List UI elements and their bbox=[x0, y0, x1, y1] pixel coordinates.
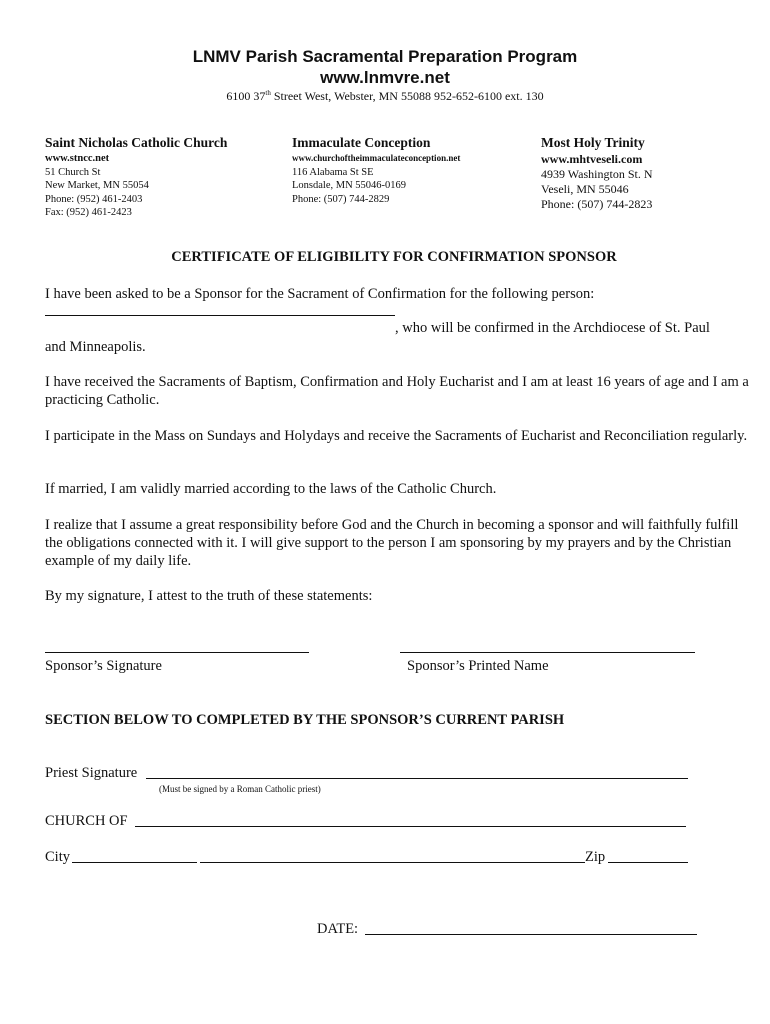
zip-label: Zip bbox=[585, 849, 606, 865]
church-of-field[interactable] bbox=[135, 826, 686, 827]
statement-attest: By my signature, I attest to the truth of these statements: bbox=[45, 588, 373, 604]
church-url[interactable]: www.churchoftheimmaculateconception.net bbox=[292, 153, 461, 163]
church-fax: Fax: (952) 461-2423 bbox=[45, 207, 132, 218]
statement-sacraments: I have received the Sacraments of Baptism, Confirmation and Holy Eucharist and I am at least 16 years of age and I am a practicing Catholic. bbox=[45, 374, 749, 408]
church-address-line: New Market, MN 55054 bbox=[45, 180, 149, 191]
date-label: DATE: bbox=[317, 921, 359, 937]
program-website[interactable]: www.lnmvre.net bbox=[320, 68, 450, 87]
program-title: LNMV Parish Sacramental Preparation Program bbox=[192, 47, 578, 66]
church-address-line: 51 Church St bbox=[45, 166, 101, 178]
church-name: Most Holy Trinity bbox=[541, 135, 645, 150]
church-phone: Phone: (952) 461-2403 bbox=[45, 193, 143, 205]
church-phone: Phone: (507) 744-2829 bbox=[292, 193, 390, 205]
city-label: City bbox=[45, 849, 70, 865]
church-phone: Phone: (507) 744-2823 bbox=[541, 197, 653, 211]
church-url[interactable]: www.mhtveseli.com bbox=[541, 152, 643, 166]
church-name: Immaculate Conception bbox=[292, 135, 431, 150]
church-address-line: 4939 Washington St. N bbox=[541, 167, 653, 181]
statement-mass: I participate in the Mass on Sundays and Holydays and receive the Sacraments of Eucharist and Reconciliation regularly. bbox=[45, 428, 748, 444]
church-address-line: 116 Alabama St SE bbox=[292, 166, 374, 178]
sponsor-signature-field[interactable] bbox=[45, 652, 309, 653]
church-address-line: Veseli, MN 55046 bbox=[541, 182, 629, 196]
priest-signature-label: Priest Signature bbox=[45, 765, 138, 781]
church-of-label: CHURCH OF bbox=[45, 813, 128, 829]
church-saint-nicholas bbox=[45, 134, 227, 220]
church-name: Saint Nicholas Catholic Church bbox=[45, 135, 228, 150]
intro-text: I have been asked to be a Sponsor for the Sacrament of Confirmation for the following person: bbox=[45, 286, 595, 302]
city-field[interactable] bbox=[72, 862, 197, 863]
church-most-holy-trinity bbox=[541, 134, 653, 212]
church-immaculate-conception bbox=[292, 134, 460, 206]
priest-signature-field[interactable] bbox=[146, 778, 688, 779]
date-field[interactable] bbox=[365, 934, 697, 935]
church-address-line: Lonsdale, MN 55046-0169 bbox=[292, 180, 407, 191]
church-url[interactable]: www.stncc.net bbox=[45, 153, 110, 164]
statement-marriage: If married, I am validly married according to the laws of the Catholic Church. bbox=[45, 481, 497, 497]
confirmed-continuation-text: and Minneapolis. bbox=[45, 339, 146, 355]
priest-signature-note: (Must be signed by a Roman Catholic priest) bbox=[159, 784, 321, 794]
statement-responsibility: I realize that I assume a great responsibility before God and the Church in becoming a sponsor and will faithfully fulfill the obligations connected with it. I will give support to the person I am sponsoring by my prayers and by the Christian example of my daily life. bbox=[45, 517, 739, 569]
parish-section-heading: SECTION BELOW TO COMPLETED BY THE SPONSOR’S CURRENT PARISH bbox=[45, 712, 565, 728]
zip-field[interactable] bbox=[608, 862, 688, 863]
sponsor-printed-name-label: Sponsor’s Printed Name bbox=[407, 658, 549, 674]
certificate-heading: CERTIFICATE OF ELIGIBILITY FOR CONFIRMATION SPONSOR bbox=[171, 249, 617, 265]
confirmed-suffix-text: , who will be confirmed in the Archdiocese of St. Paul bbox=[395, 320, 710, 336]
program-address: 6100 37th Street West, Webster, MN 55088 952-652-6100 ext. 130 bbox=[226, 89, 544, 103]
state-field[interactable] bbox=[200, 862, 585, 863]
sponsor-signature-label: Sponsor’s Signature bbox=[45, 658, 162, 674]
sponsor-printed-name-field[interactable] bbox=[400, 652, 695, 653]
confirmand-name-field[interactable] bbox=[45, 315, 395, 316]
